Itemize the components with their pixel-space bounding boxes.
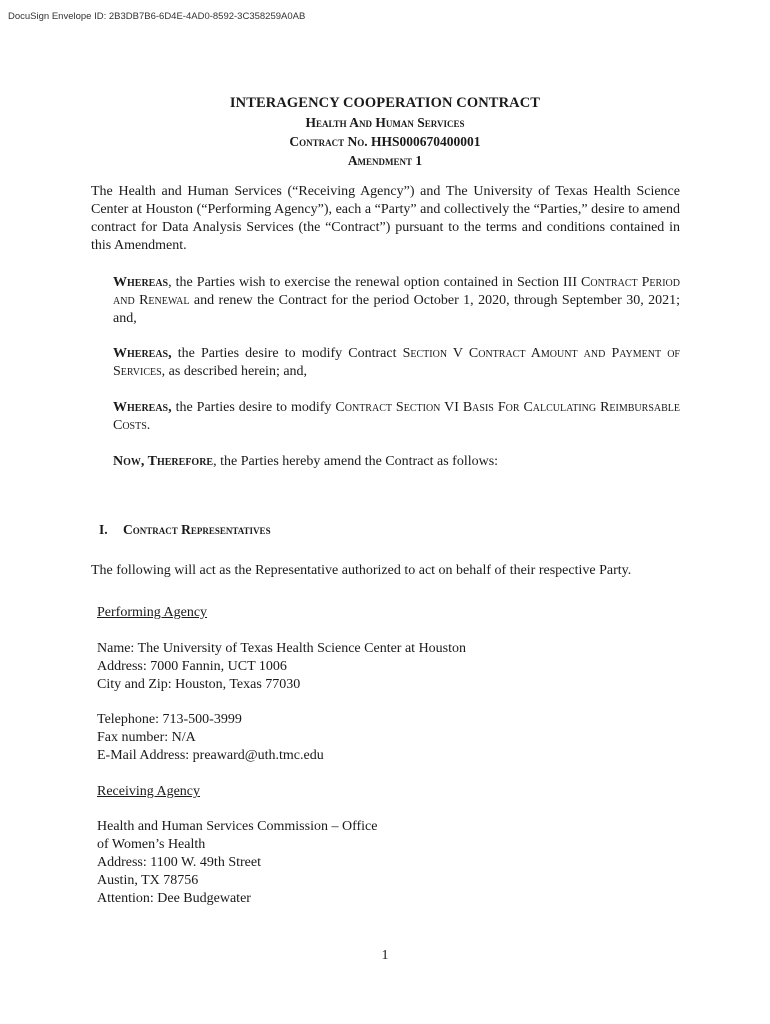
now-therefore-paragraph	[113, 453, 680, 471]
whereas-text: , the Parties wish to exercise the renewal option contained in Section III	[168, 275, 582, 290]
section-intro: The following will act as the Representative authorized to act on behalf of their respective Party.	[91, 563, 632, 578]
performing-name: Name: The University of Texas Health Science Center at Houston	[97, 641, 467, 656]
whereas-amount-paragraph	[113, 345, 680, 381]
amendment-label: Amendment 1	[347, 153, 423, 168]
performing-agency-heading: Performing Agency	[97, 605, 208, 620]
receiving-line1: Health and Human Services Commission – Office	[97, 819, 378, 834]
whereas-section-ref: Contract Period and Renewal	[113, 275, 680, 308]
whereas-tail: , as described herein; and,	[161, 364, 308, 379]
whereas-section-ref: Contract Section VI Basis For Calculating Reimbursable Costs	[113, 400, 680, 433]
whereas-lead: Whereas,	[113, 346, 172, 361]
contract-title: INTERAGENCY COOPERATION CONTRACT	[229, 95, 541, 111]
performing-address: Address: 7000 Fannin, UCT 1006	[97, 659, 287, 674]
docusign-envelope-id: DocuSign Envelope ID: 2B3DB7B6-6D4E-4AD0-8592-3C358259A0AB	[8, 11, 306, 22]
performing-city: City and Zip: Houston, Texas 77030	[97, 677, 301, 692]
receiving-agency-heading: Receiving Agency	[97, 784, 201, 799]
contract-number: Contract No. HHS000670400001	[289, 134, 481, 149]
agency-subtitle: Health And Human Services	[305, 115, 465, 130]
intro-paragraph: The Health and Human Services (“Receiving Agency”) and The University of Texas Health Science Center at Houston (“Performing Agency”), each a “Party” and collectively the “Parties,” desire to amend contract for Data Analysis Services (the “Contract”) pursuant to the terms and conditions contained in this Amendment.	[91, 184, 680, 253]
now-therefore-lead: Now, Therefore	[113, 454, 214, 469]
receiving-line2: of Women’s Health	[97, 837, 206, 852]
section-number: I.	[99, 522, 108, 537]
performing-email: E-Mail Address: preaward@uth.tmc.edu	[97, 748, 324, 763]
performing-telephone: Telephone: 713-500-3999	[97, 712, 242, 727]
whereas-lead: Whereas	[113, 275, 169, 290]
whereas-costs-paragraph	[113, 399, 680, 435]
receiving-address: Address: 1100 W. 49th Street	[97, 855, 261, 870]
section-title: Contract Representatives	[123, 522, 271, 537]
receiving-city: Austin, TX 78756	[97, 873, 199, 888]
whereas-tail: .	[146, 418, 151, 433]
whereas-renewal-paragraph	[113, 274, 680, 328]
contract-title-block	[0, 94, 770, 170]
now-therefore-text: , the Parties hereby amend the Contract as follows:	[213, 454, 499, 469]
whereas-text: the Parties desire to modify Contract	[171, 346, 403, 361]
whereas-text: the Parties desire to modify	[171, 400, 336, 415]
whereas-section-ref: Section V Contract Amount and Payment of Services	[113, 346, 680, 379]
whereas-lead: Whereas,	[113, 400, 172, 415]
section-heading	[99, 522, 271, 538]
performing-fax: Fax number: N/A	[97, 730, 196, 745]
page-number: 1	[381, 948, 389, 963]
receiving-attention: Attention: Dee Budgewater	[97, 891, 251, 906]
whereas-tail: and renew the Contract for the period October 1, 2020, through September 30, 2021; and,	[113, 293, 680, 326]
